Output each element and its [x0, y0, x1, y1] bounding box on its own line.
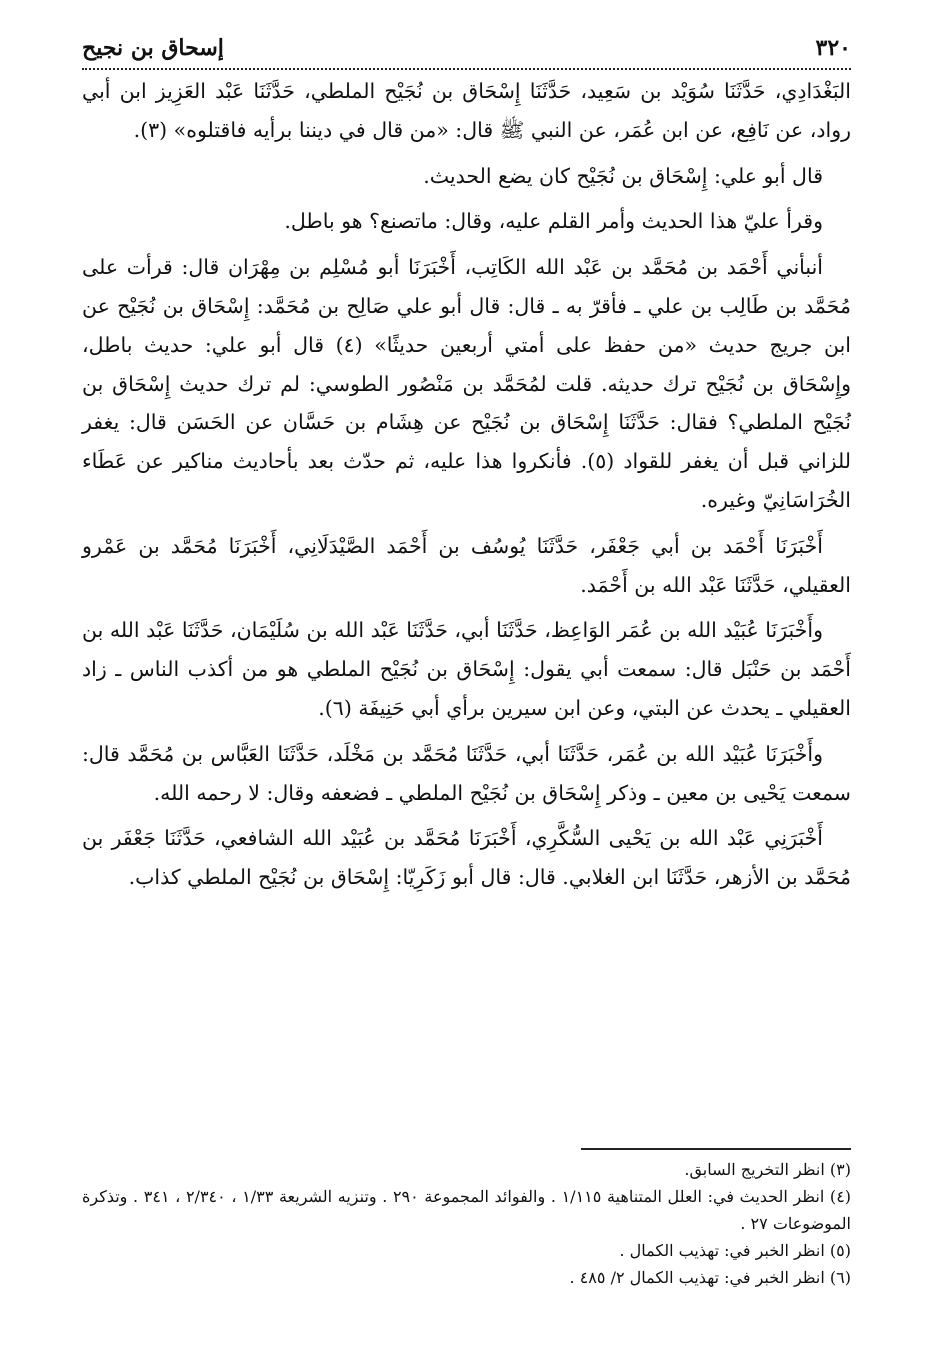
main-text: [82, 72, 851, 897]
running-title: إسحاق بن نجيح: [82, 35, 224, 61]
paragraph: البَغْدَادِي، حَدَّثَنَا سُوَيْد بن سَعِيد، حَدَّثَنَا إِسْحَاق بن نُجَيْح الملطي، حَدَّثَنَا عَبْد العَزِيز ابن أبي رواد، عن نَافِع، عن ابن عُمَر، عن النبي ﷺ قال: «من قال في ديننا برأيه فاقتلوه» (٣).: [82, 79, 851, 142]
page-number: ٣٢٠: [815, 35, 851, 61]
footnote: (٣) انظر التخريج السابق.: [684, 1160, 851, 1179]
footnote: (٥) انظر الخبر في: تهذيب الكمال .: [619, 1241, 851, 1260]
paragraph: أنبأني أَحْمَد بن مُحَمَّد بن عَبْد الله الكَاتِب، أَخْبَرَنَا أبو مُسْلِم بن مِهْرَان قال: قرأت على مُحَمَّد بن طَالِب بن علي ـ فأقرّ به ـ قال: قال أبو علي صَالِح بن مُحَمَّد: إِسْحَاق بن نُجَيْح عن ابن جريج حديث «من حفظ على أمتي أربعين حديثًا» (٤) قال أبو علي: حديث باطل، وإِسْحَاق بن نُجَيْح ترك حديثه. قلت لمُحَمَّد بن مَنْصُور الطوسي: لم ترك حديث إِسْحَاق بن نُجَيْح الملطي؟ فقال: حَدَّثَنَا إِسْحَاق بن نُجَيْح عن هِشَام بن حَسَّان عن الحَسَن قال: يغفر للزاني قبل أن يغفر للقواد (٥). فأنكروا هذا عليه، ثم حدّث بعد بأحاديث مناكير عن عَطَاء الخُرَاسَانِيّ وغيره.: [82, 255, 852, 512]
paragraph: وأَخْبَرَنَا عُبَيْد الله بن عُمَر، حَدَّثَنَا أبي، حَدَّثَنَا مُحَمَّد بن مَخْلَد، حَدَّثَنَا العَبَّاس بن مُحَمَّد قال: سمعت يَحْيى بن معين ـ وذكر إِسْحَاق بن نُجَيْح الملطي ـ فضعفه وقال: لا رحمه الله.: [82, 741, 851, 805]
footnote-divider: [581, 1148, 851, 1150]
paragraph: وقرأ عليّ هذا الحديث وأمر القلم عليه، وقال: ماتصنع؟ هو باطل.: [284, 209, 823, 234]
footnotes: [82, 1156, 851, 1291]
paragraph: وأَخْبَرَنَا عُبَيْد الله بن عُمَر الوَاعِظ، حَدَّثَنَا أبي، حَدَّثَنَا عَبْد الله بن سُلَيْمَان، حَدَّثَنَا عَبْد الله بن أَحْمَد بن حَنْبَل قال: سمعت أبي يقول: إِسْحَاق بن نُجَيْح الملطي هو من أكذب الناس ـ زاد العقيلي ـ يحدث عن البتي، وعن ابن سيرين برأي أبي حَنِيفَة (٦).: [82, 618, 851, 720]
running-head: [82, 28, 851, 70]
paragraph: قال أبو علي: إِسْحَاق بن نُجَيْح كان يضع الحديث.: [423, 163, 823, 188]
paragraph: أَخْبَرَنِي عَبْد الله بن يَحْيى السُّكَّرِي، أَخْبَرَنَا مُحَمَّد بن عُبَيْد الله الشافعي، حَدَّثَنَا جَعْفَر بن مُحَمَّد بن الأزهر، حَدَّثَنَا ابن الغلابي. قال: قال أبو زَكَرِيّا: إِسْحَاق بن نُجَيْح الملطي كذاب.: [82, 826, 851, 890]
paragraph: أَخْبَرَنَا أَحْمَد بن أبي جَعْفَر، حَدَّثَنَا يُوسُف بن أَحْمَد الصَّيْدَلَانِي، أَخْبَرَنَا مُحَمَّد بن عَمْرو العقيلي، حَدَّثَنَا عَبْد الله بن أَحْمَد.: [82, 533, 851, 597]
footnote: (٤) انظر الحديث في: العلل المتناهية ١/١١٥ . والفوائد المجموعة ٢٩٠ . وتنزيه الشريعة ١/٣٣ ، ٢/٣٤٠ ، ٣٤١ . وتذكرة الموضوعات ٢٧ .: [82, 1187, 852, 1233]
footnote: (٦) انظر الخبر في: تهذيب الكمال ٢/ ٤٨٥ .: [569, 1268, 851, 1287]
